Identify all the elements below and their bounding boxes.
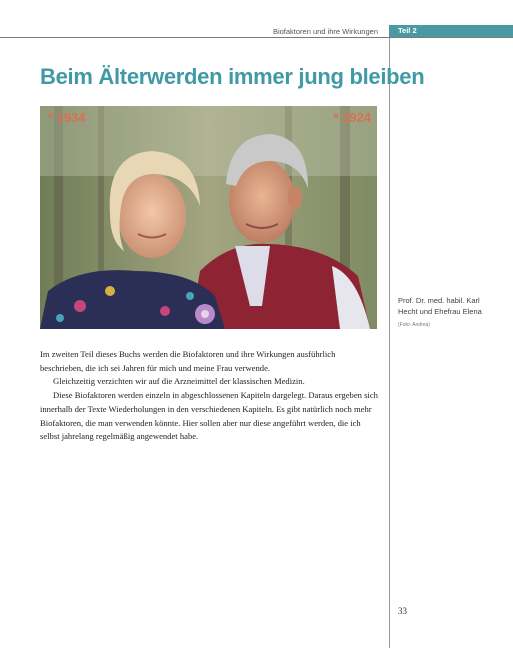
running-header: Biofaktoren und ihre Wirkungen xyxy=(272,27,378,36)
paragraph: Im zweiten Teil dieses Buchs werden die Biofaktoren und ihre Wirkungen ausführlich beschrieben, die ich sei Jahren für mich und meine Frau verwende. xyxy=(40,349,336,373)
caption-line: Prof. Dr. med. habil. Karl xyxy=(398,296,480,305)
birth-year-right: * 1924 xyxy=(333,110,371,125)
body-text xyxy=(40,348,380,444)
page-number: 33 xyxy=(398,606,407,616)
paragraph: Diese Biofaktoren werden einzeln in abgeschlossenen Kapiteln dargelegt. Daraus ergeben sich innerhalb der Texte Wiederholungen in den verschiedenen Kapiteln. Es gibt natürlich noch mehr Biofaktoren, die man verwenden könnte. Hier sollen aber nur diese angeführt werden, die ich selbst jahrelang regelmäßig angewendet habe. xyxy=(40,390,378,442)
paragraph: Gleichzeitig verzichten wir auf die Arzneimittel der klassischen Medizin. xyxy=(53,376,305,387)
couple-photo xyxy=(40,106,377,329)
birth-year-left: * 1934 xyxy=(48,110,86,125)
part-badge: Teil 2 xyxy=(389,25,513,37)
margin-divider xyxy=(389,38,390,648)
caption-line: Hecht und Ehefrau Elena xyxy=(398,306,482,316)
photo-image xyxy=(40,106,377,329)
photo-caption xyxy=(398,296,508,317)
photo-credit: (Foto: Andrea) xyxy=(398,322,430,328)
page-title: Beim Älterwerden immer jung bleiben xyxy=(40,64,425,89)
header-rule xyxy=(0,37,513,38)
